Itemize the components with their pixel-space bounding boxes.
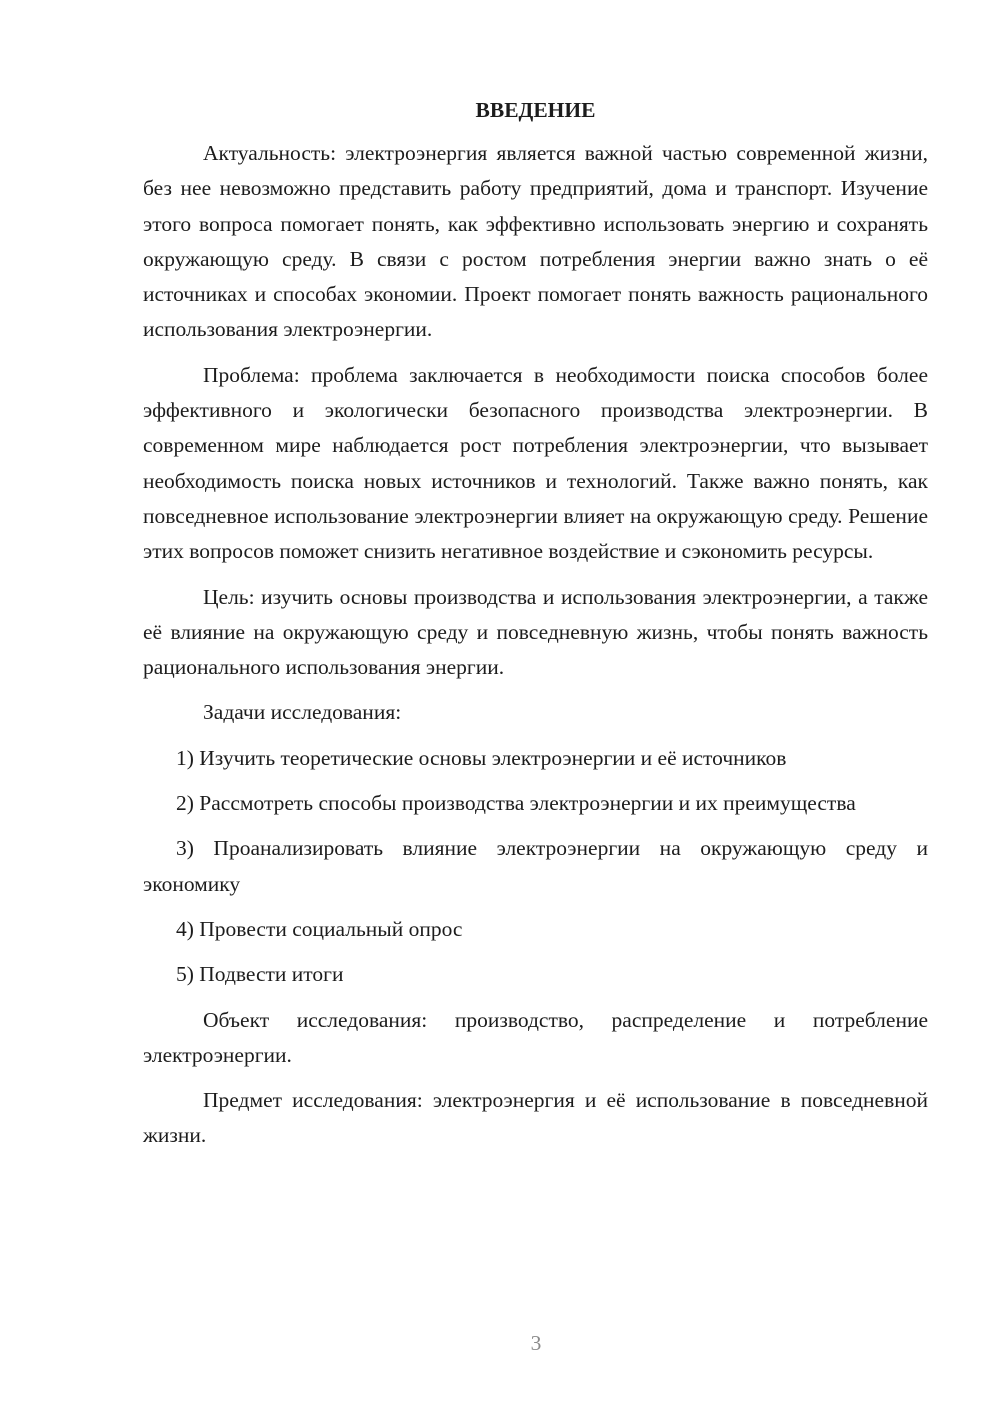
page-title: ВВЕДЕНИЕ: [475, 98, 596, 122]
relevance-paragraph: Актуальность: электроэнергия является важной частью современной жизни, без нее невозможно представить работу предприятий, дома и транспорт. Изучение этого вопроса помогает понять, как эффективно использовать энергию и сохранять окружающую среду. В связи с ростом потребления энергии важно знать о её источниках и способах экономии. Проект помогает понять важность рационального использования электроэнергии.: [143, 141, 928, 342]
tasks-list: [143, 741, 928, 993]
task-item-4: 4) Провести социальный опрос: [176, 916, 463, 941]
tasks-heading: Задачи исследования:: [203, 700, 402, 725]
subject-paragraph: Предмет исследования: электроэнергия и её использование в повседневной жизни.: [143, 1088, 928, 1148]
page-number: 3: [530, 1331, 542, 1355]
problem-paragraph: Проблема: проблема заключается в необходимости поиска способов более эффективного и экологически безопасного производства электроэнергии. В современном мире наблюдается рост потребления электроэнергии, что вызывает необходимость поиска новых источников и технологий. Также важно понять, как повседневное использование электроэнергии влияет на окружающую среду. Решение этих вопросов поможет снизить негативное воздействие и сэкономить ресурсы.: [143, 362, 928, 564]
task-item-5: 5) Подвести итоги: [176, 962, 344, 987]
task-item-2: 2) Рассмотреть способы производства электроэнергии и их преимущества: [176, 791, 856, 816]
object-paragraph: Объект исследования: производство, распределение и потребление электроэнергии.: [143, 1007, 928, 1067]
document-page: [143, 92, 928, 1164]
task-item-1: 1) Изучить теоретические основы электроэнергии и её источников: [176, 745, 787, 770]
task-item-3: 3) Проанализировать влияние электроэнергии на окружающую среду и экономику: [143, 836, 928, 896]
goal-paragraph: Цель: изучить основы производства и использования электроэнергии, а также её влияние на окружающую среду и повседневную жизнь, чтобы понять важность рационального использования энергии.: [143, 584, 928, 680]
